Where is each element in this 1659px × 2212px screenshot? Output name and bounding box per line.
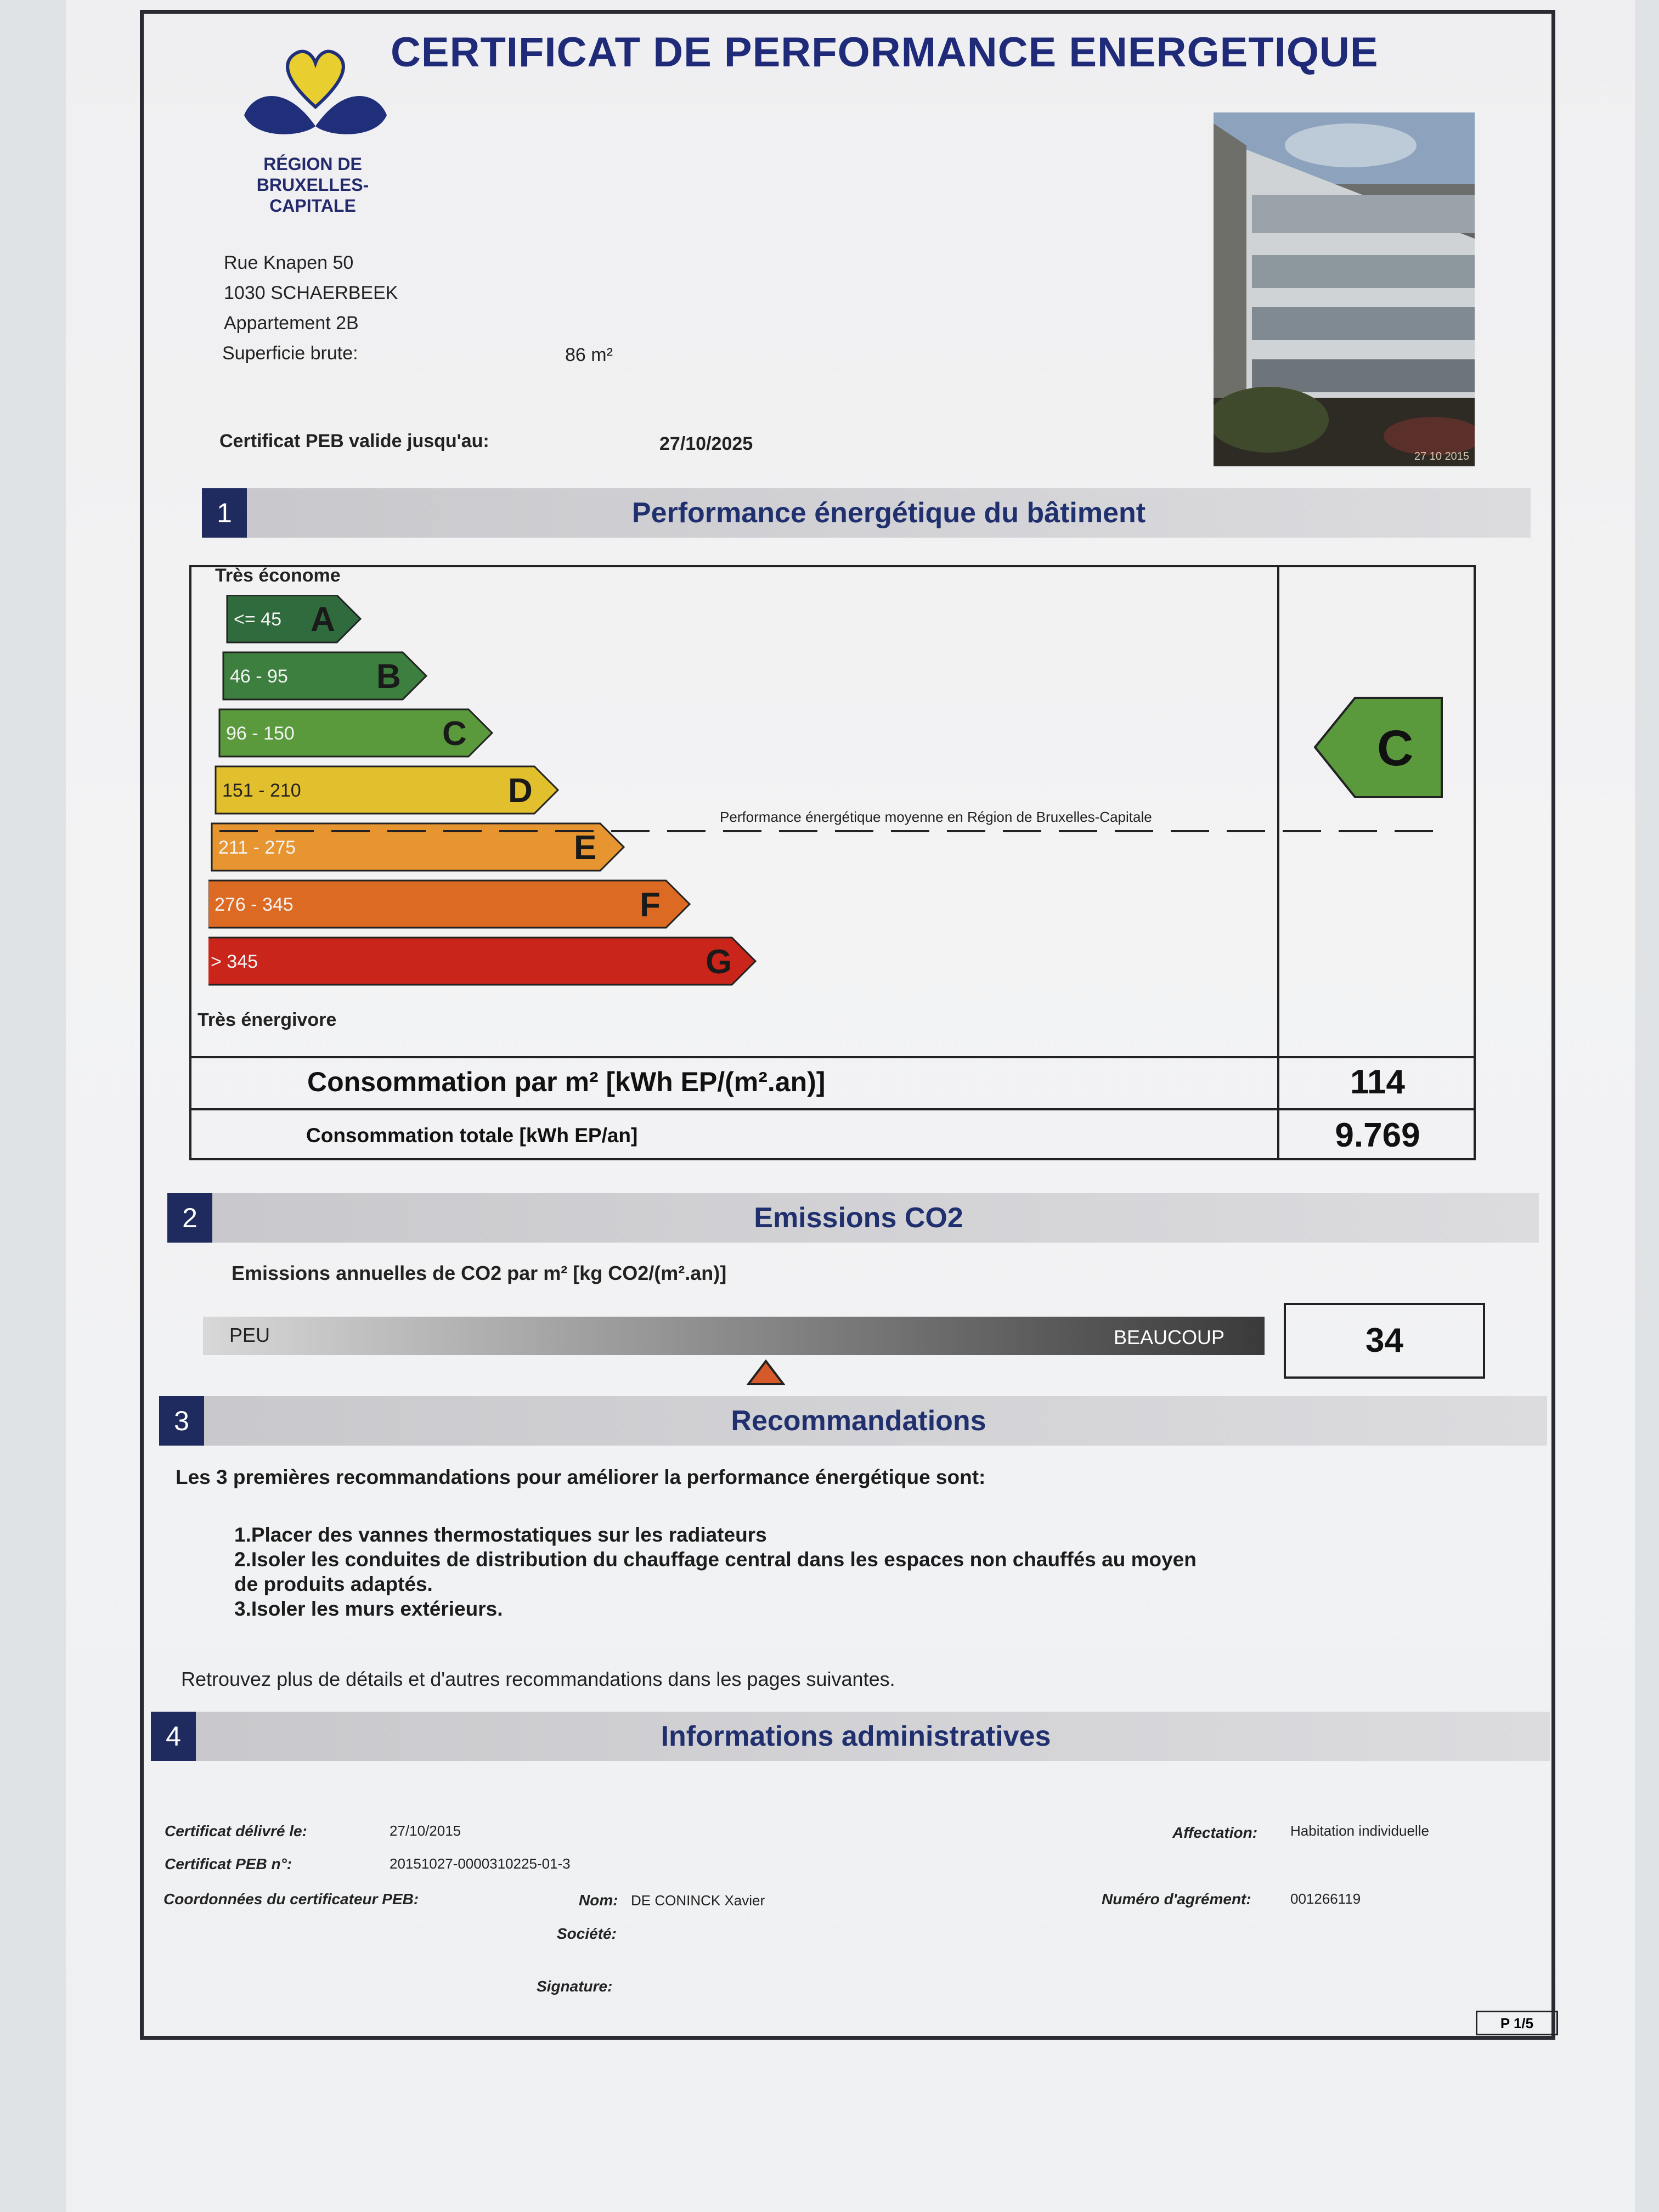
energy-class-letter: E bbox=[574, 829, 597, 867]
energy-class-f bbox=[208, 881, 690, 928]
co2-scale-low: PEU bbox=[229, 1324, 270, 1346]
photo-date: 27 10 2015 bbox=[1414, 450, 1469, 462]
recommendation-3: 3.Isoler les murs extérieurs. bbox=[234, 1598, 503, 1620]
energy-class-d bbox=[216, 766, 558, 814]
page-number: P 1/5 bbox=[1476, 2011, 1558, 2035]
area-value: 86 m² bbox=[565, 345, 613, 365]
recommendations-intro: Les 3 premières recommandations pour améliorer la performance énergétique sont: bbox=[176, 1466, 986, 1488]
certifier-label: Coordonnées du certificateur PEB: bbox=[163, 1891, 419, 1908]
energy-class-range: 151 - 210 bbox=[222, 780, 301, 801]
recommendation-1: 1.Placer des vannes thermostatiques sur les radiateurs bbox=[234, 1523, 767, 1546]
peb-number-label: Certificat PEB n°: bbox=[165, 1855, 292, 1872]
consumption-m2-value: 114 bbox=[1350, 1063, 1406, 1101]
affectation-label: Affectation: bbox=[1172, 1824, 1258, 1841]
affectation-value: Habitation individuelle bbox=[1290, 1822, 1429, 1839]
section-3-title: Recommandations bbox=[731, 1405, 986, 1437]
recommendation-2-cont: de produits adaptés. bbox=[234, 1573, 433, 1595]
consumption-total-label: Consommation totale [kWh EP/an] bbox=[306, 1124, 638, 1147]
consumption-m2-label: Consommation par m² [kWh EP/(m².an)] bbox=[307, 1066, 826, 1097]
energy-class-letter: G bbox=[706, 943, 732, 981]
co2-label: Emissions annuelles de CO2 par m² [kg CO2/(m².an)] bbox=[232, 1262, 727, 1284]
agrement-label: Numéro d'agrément: bbox=[1102, 1891, 1251, 1908]
current-class-arrow bbox=[1314, 697, 1443, 798]
recommendation-2: 2.Isoler les conduites de distribution du chauffage central dans les espaces non chauffés au moyen bbox=[234, 1548, 1197, 1571]
section-4-number: 4 bbox=[151, 1712, 196, 1761]
energy-class-letter: C bbox=[442, 715, 467, 753]
building-photo bbox=[1214, 112, 1475, 466]
section-1-number: 1 bbox=[202, 488, 247, 538]
energy-class-g bbox=[208, 938, 755, 985]
region-name: RÉGION DE BRUXELLES- CAPITALE bbox=[256, 154, 369, 216]
co2-position-marker-icon bbox=[747, 1359, 785, 1386]
address-street: Rue Knapen 50 bbox=[224, 252, 354, 273]
co2-scale-bar bbox=[203, 1317, 1265, 1355]
validity-date: 27/10/2025 bbox=[659, 433, 753, 454]
brussels-region-logo-icon bbox=[241, 44, 390, 137]
energy-class-arrows bbox=[208, 595, 757, 1001]
energy-class-letter: A bbox=[311, 601, 335, 639]
address-city: 1030 SCHAERBEEK bbox=[224, 283, 398, 303]
peb-number-value: 20151027-0000310225-01-3 bbox=[390, 1855, 571, 1872]
energy-class-letter: B bbox=[376, 658, 401, 696]
recommendations-footer: Retrouvez plus de détails et d'autres recommandations dans les pages suivantes. bbox=[181, 1668, 895, 1690]
co2-value: 34 bbox=[1365, 1322, 1403, 1359]
energy-class-range: 46 - 95 bbox=[230, 666, 288, 687]
issued-label: Certificat délivré le: bbox=[165, 1822, 307, 1839]
name-value: DE CONINCK Xavier bbox=[631, 1892, 765, 1909]
scale-top-label: Très économe bbox=[215, 565, 341, 586]
energy-class-range: > 345 bbox=[211, 951, 258, 972]
energy-class-range: 211 - 275 bbox=[218, 837, 296, 858]
issued-value: 27/10/2015 bbox=[390, 1822, 461, 1839]
page-title: CERTIFICAT DE PERFORMANCE ENERGETIQUE bbox=[391, 29, 1379, 76]
scale-bottom-label: Très énergivore bbox=[198, 1009, 337, 1030]
section-2-title: Emissions CO2 bbox=[754, 1202, 963, 1234]
energy-class-range: 96 - 150 bbox=[226, 723, 295, 744]
consumption-total-value: 9.769 bbox=[1335, 1116, 1420, 1154]
energy-class-a bbox=[227, 595, 360, 642]
address-unit: Appartement 2B bbox=[224, 313, 359, 334]
energy-class-c bbox=[219, 709, 492, 757]
average-label: Performance énergétique moyenne en Région de Bruxelles-Capitale bbox=[720, 809, 1152, 825]
energy-class-letter: D bbox=[508, 772, 533, 810]
name-label: Nom: bbox=[579, 1892, 618, 1909]
energy-class-range: <= 45 bbox=[234, 609, 281, 630]
validity-label: Certificat PEB valide jusqu'au: bbox=[219, 431, 489, 452]
area-label: Superficie brute: bbox=[222, 343, 358, 364]
company-label: Société: bbox=[557, 1925, 617, 1942]
current-class-letter: C bbox=[1377, 720, 1414, 776]
agrement-value: 001266119 bbox=[1290, 1891, 1361, 1907]
co2-scale-high: BEAUCOUP bbox=[1114, 1326, 1225, 1348]
section-2-number: 2 bbox=[167, 1193, 212, 1243]
signature-label: Signature: bbox=[537, 1978, 613, 1995]
energy-class-range: 276 - 345 bbox=[215, 894, 294, 915]
section-3-number: 3 bbox=[159, 1396, 204, 1446]
building-illustration bbox=[1214, 112, 1475, 466]
energy-class-letter: F bbox=[640, 886, 661, 924]
energy-class-b bbox=[223, 652, 426, 699]
section-4-title: Informations administratives bbox=[661, 1720, 1051, 1752]
average-dashed-line bbox=[219, 826, 1443, 837]
section-1-title: Performance énergétique du bâtiment bbox=[631, 497, 1146, 529]
